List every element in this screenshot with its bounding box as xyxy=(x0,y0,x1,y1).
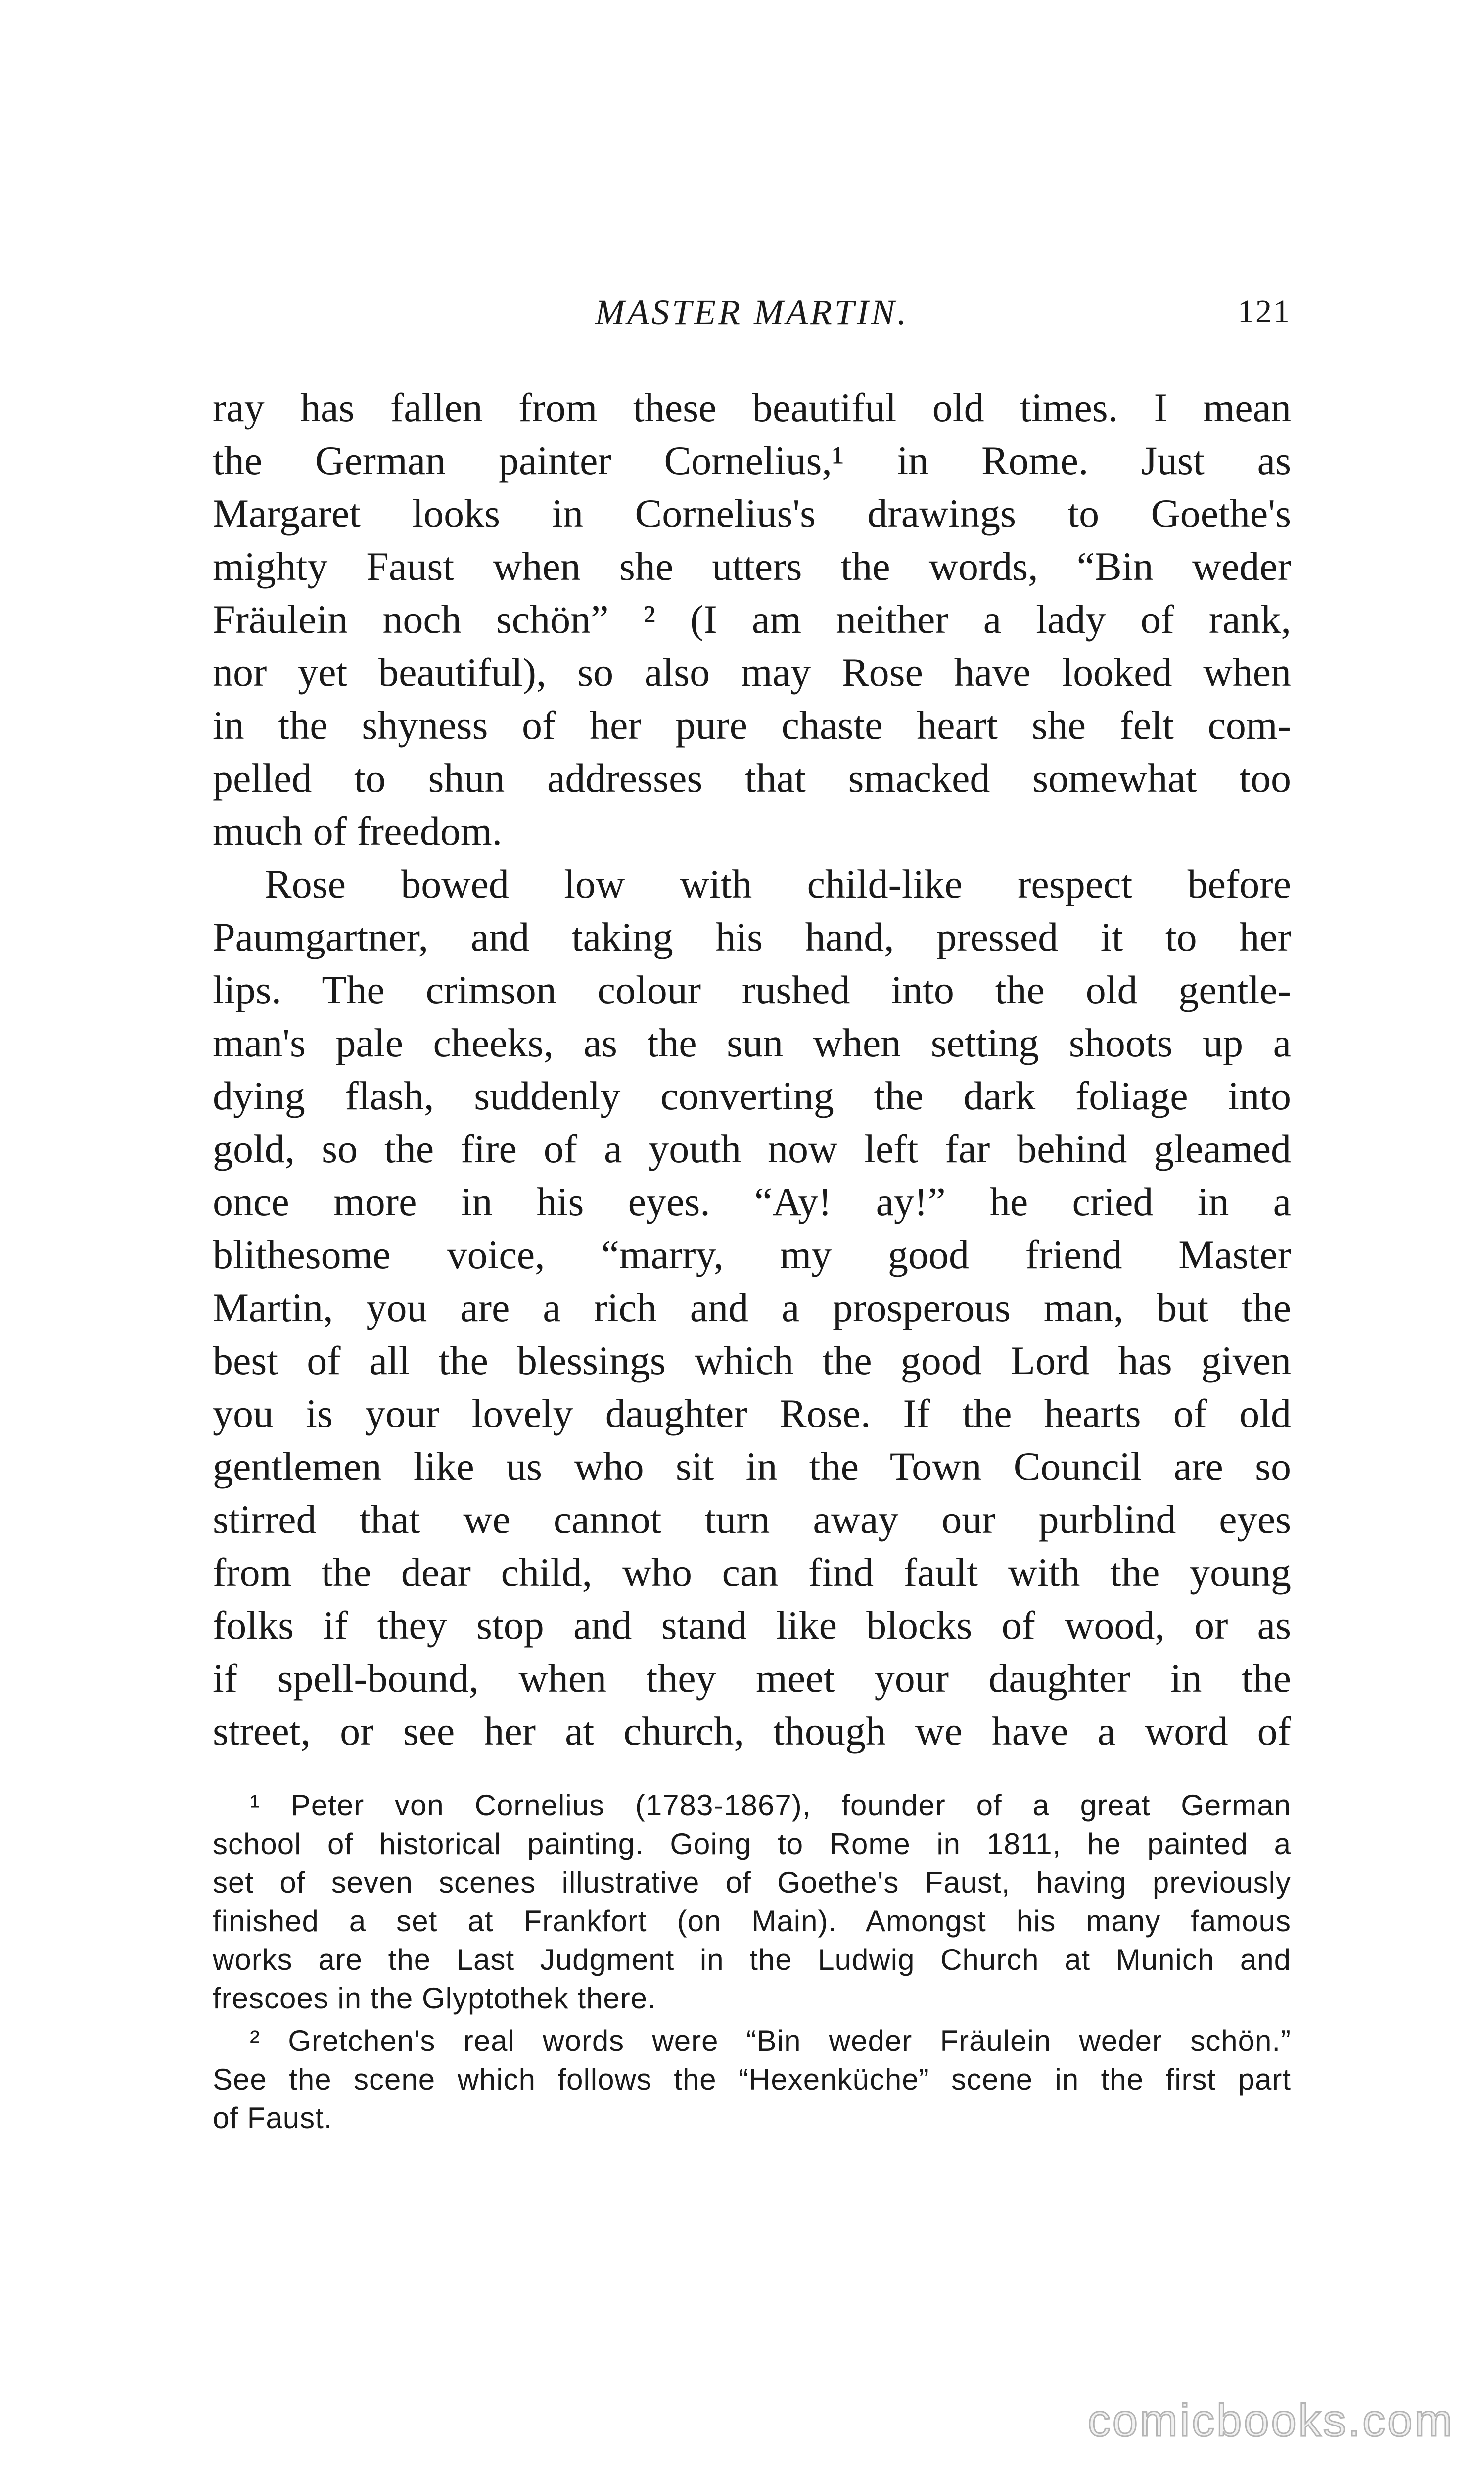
body-line: dying flash, suddenly converting the dark foliage into xyxy=(213,1073,1291,1118)
footnote-1 xyxy=(213,1786,1291,2018)
body-line: Margaret looks in Cornelius's drawings to Goethe's xyxy=(213,491,1291,536)
footnote-line: frescoes in the Glyptothek there. xyxy=(213,1982,656,2015)
body-line: the German painter Cornelius,¹ in Rome. Just as xyxy=(213,438,1291,483)
footnote-line: See the scene which follows the “Hexenküche” scene in the first part xyxy=(213,2063,1291,2096)
body-line: you is your lovely daughter Rose. If the hearts of old xyxy=(213,1391,1291,1436)
footnote-line: set of seven scenes illustrative of Goethe's Faust, having previously xyxy=(213,1866,1291,1899)
footnote-line: of Faust. xyxy=(213,2101,333,2135)
footnote-line: ¹ Peter von Cornelius (1783-1867), founder of a great German xyxy=(250,1789,1291,1822)
footnote-line: ² Gretchen's real words were “Bin weder Fräulein weder schön.” xyxy=(250,2024,1291,2057)
body-line: in the shyness of her pure chaste heart she felt com- xyxy=(213,703,1291,748)
body-line: lips. The crimson colour rushed into the old gentle- xyxy=(213,967,1291,1012)
body-line: once more in his eyes. “Ay! ay!” he cried in a xyxy=(213,1179,1291,1224)
body-line: much of freedom. xyxy=(213,809,503,854)
body-line: gentlemen like us who sit in the Town Council are so xyxy=(213,1444,1291,1489)
body-line: blithesome voice, “marry, my good friend Master xyxy=(213,1232,1291,1277)
footnotes xyxy=(213,1786,1291,2138)
running-title: MASTER MARTIN. xyxy=(595,292,909,332)
page-header xyxy=(213,292,1291,336)
footnote-line: school of historical painting. Going to Rome in 1811, he painted a xyxy=(213,1827,1291,1860)
body-line: stirred that we cannot turn away our purblind eyes xyxy=(213,1497,1291,1542)
body-line: Fräulein noch schön” ² (I am neither a lady of rank, xyxy=(213,597,1291,642)
body-line: Paumgartner, and taking his hand, pressed it to her xyxy=(213,914,1291,959)
body-line: ray has fallen from these beautiful old times. I mean xyxy=(213,385,1291,430)
footnote-2 xyxy=(213,2022,1291,2138)
body-line: man's pale cheeks, as the sun when setting shoots up a xyxy=(213,1020,1291,1065)
body-line: nor yet beautiful), so also may Rose have looked when xyxy=(213,650,1291,695)
body-text xyxy=(213,381,1291,1758)
body-line: street, or see her at church, though we have a word of xyxy=(213,1709,1291,1754)
body-line: best of all the blessings which the good Lord has given xyxy=(213,1338,1291,1383)
body-line: folks if they stop and stand like blocks of wood, or as xyxy=(213,1603,1291,1648)
body-line: mighty Faust when she utters the words, “Bin weder xyxy=(213,544,1291,589)
footnote-line: works are the Last Judgment in the Ludwig Church at Munich and xyxy=(213,1943,1291,1976)
body-line: Martin, you are a rich and a prosperous man, but the xyxy=(213,1285,1291,1330)
body-line: from the dear child, who can find fault with the young xyxy=(213,1550,1291,1595)
watermark: comicbooks.com xyxy=(1087,2395,1454,2446)
page-number: 121 xyxy=(1238,293,1291,330)
body-line: if spell-bound, when they meet your daughter in the xyxy=(213,1656,1291,1701)
body-line: gold, so the fire of a youth now left far behind gleamed xyxy=(213,1126,1291,1171)
body-line: pelled to shun addresses that smacked somewhat too xyxy=(213,756,1291,801)
body-line: Rose bowed low with child-like respect before xyxy=(265,861,1291,906)
footnote-line: finished a set at Frankfort (on Main). Amongst his many famous xyxy=(213,1904,1291,1938)
